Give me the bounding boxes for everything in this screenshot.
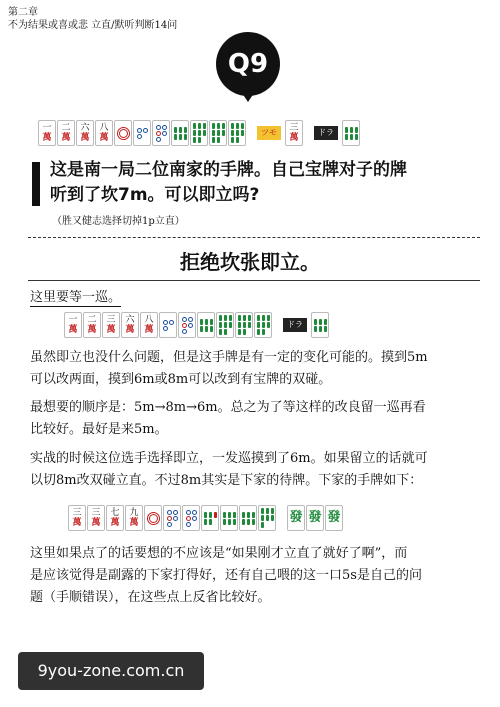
pin-dot-icon	[186, 522, 191, 527]
pin-dot-icon	[169, 320, 174, 325]
sou-bar-icon	[198, 130, 201, 136]
tile-suit: 萬	[42, 133, 52, 143]
tile-suit: 萬	[289, 133, 299, 143]
answer-divider	[28, 280, 480, 281]
sou-bar-icon	[219, 329, 222, 335]
sou-tile-icon	[171, 120, 189, 146]
pin-dot-icon	[173, 516, 178, 521]
pin-dot-icon	[186, 510, 191, 515]
sou-bar-icon	[203, 130, 206, 136]
sou-bars-icon	[219, 315, 232, 335]
hatsu-tile	[287, 505, 305, 531]
sou-bar-icon	[223, 519, 226, 525]
sou-bar-icon	[224, 315, 227, 321]
pin-dots-icon	[163, 320, 174, 331]
sou-bar-icon	[241, 123, 244, 129]
question-note: （胜又健志选择切掉1p立直）	[52, 216, 185, 227]
sou-bar-icon	[222, 123, 225, 129]
sou-bar-icon	[174, 134, 177, 140]
man-tile	[87, 505, 105, 531]
sou-bar-icon	[271, 508, 274, 514]
sou-bar-icon	[243, 322, 246, 328]
paragraph-4	[30, 543, 480, 609]
sou-bar-icon	[252, 512, 255, 518]
sou-bar-icon	[266, 515, 269, 521]
paragraph-2	[30, 397, 480, 441]
pin-tile-icon	[182, 505, 200, 531]
paragraph-1-line-2: 可以改两面，摸到6m或8m可以改到有宝牌的双碰。	[30, 372, 332, 387]
tile-suit: 萬	[61, 133, 71, 143]
sou-bar-icon	[193, 130, 196, 136]
sou-bar-icon	[267, 315, 270, 321]
sou-tile-icon	[220, 505, 238, 531]
sou-bar-icon	[198, 137, 201, 143]
pin-dot-icon	[163, 320, 168, 325]
sou-bars-icon	[231, 123, 244, 143]
sou-bar-icon	[238, 322, 241, 328]
paragraph-2-line-2: 比较好。最好是来5m。	[30, 422, 168, 437]
sou-bars-icon	[174, 127, 187, 140]
sou-bar-icon	[261, 508, 264, 514]
question-badge-tail	[240, 90, 256, 102]
pin-dot-icon	[137, 128, 142, 133]
tile-number: 三	[289, 123, 299, 133]
sou-bar-icon	[236, 123, 239, 129]
pin-dots-icon	[167, 510, 178, 527]
tile-number: 三	[72, 508, 82, 518]
pin-dot-icon	[156, 125, 161, 130]
pin-dot-icon	[188, 323, 193, 328]
question-marker	[32, 162, 40, 206]
tile-number: 八	[144, 315, 154, 325]
tile-suit: 萬	[68, 325, 78, 335]
pin-dot-icon	[192, 510, 197, 515]
paragraph-3	[30, 448, 480, 492]
chapter-number: 第二章	[8, 7, 38, 18]
man-tile	[64, 312, 82, 338]
sou-bar-icon	[204, 512, 207, 518]
answer-title: 拒绝坎张即立。	[180, 250, 320, 274]
pin-tile-icon	[152, 120, 170, 146]
man-tile	[125, 505, 143, 531]
pin-dot-icon	[167, 510, 172, 515]
sou-bars-icon	[204, 512, 217, 525]
sou-bars-icon	[238, 315, 251, 335]
pin-ring-icon	[117, 127, 130, 140]
sou-bar-icon	[324, 319, 327, 325]
tile-suit: 萬	[129, 518, 139, 528]
man-tile	[38, 120, 56, 146]
sou-bar-icon	[228, 519, 231, 525]
sou-bar-icon	[248, 315, 251, 321]
sou-bar-icon	[271, 515, 274, 521]
pin-ring-icon	[147, 512, 160, 525]
sou-bar-icon	[217, 123, 220, 129]
sou-bar-icon	[214, 512, 217, 518]
sou-tile-icon	[254, 312, 272, 338]
pin-dot-icon	[167, 522, 172, 527]
sou-tile-icon	[311, 312, 329, 338]
sou-bar-icon	[319, 319, 322, 325]
sou-bar-icon	[355, 134, 358, 140]
man-tile	[140, 312, 158, 338]
pin-tile-icon	[144, 505, 162, 531]
pin-dot-icon	[186, 516, 191, 521]
hand-tiles-example	[64, 312, 330, 338]
sou-bar-icon	[238, 315, 241, 321]
tile-number: 六	[125, 315, 135, 325]
sou-bars-icon	[261, 508, 274, 528]
sou-bar-icon	[236, 130, 239, 136]
tile-suit: 萬	[80, 133, 90, 143]
tile-number: 三	[91, 508, 101, 518]
man-tile	[285, 120, 303, 146]
man-tile	[95, 120, 113, 146]
tile-suit: 萬	[106, 325, 116, 335]
sou-bar-icon	[247, 519, 250, 525]
dora-label: ドラ	[314, 126, 338, 140]
sou-bars-icon	[200, 319, 213, 332]
sou-bar-icon	[247, 512, 250, 518]
tile-number: 一	[68, 315, 78, 325]
sou-bar-icon	[198, 123, 201, 129]
sou-bar-icon	[324, 326, 327, 332]
pin-dot-icon	[162, 125, 167, 130]
sou-bar-icon	[262, 322, 265, 328]
tile-suit: 萬	[144, 325, 154, 335]
sou-bar-icon	[203, 123, 206, 129]
tile-number: 二	[87, 315, 97, 325]
sou-bar-icon	[217, 137, 220, 143]
tile-number: 八	[99, 123, 109, 133]
hatsu-glyph: 發	[308, 510, 322, 525]
sou-bar-icon	[319, 326, 322, 332]
sou-tile-icon	[201, 505, 219, 531]
sou-bar-icon	[243, 329, 246, 335]
sou-bar-icon	[345, 134, 348, 140]
sou-bar-icon	[212, 130, 215, 136]
sou-bar-icon	[314, 319, 317, 325]
pin-dot-icon	[162, 131, 167, 136]
paragraph-1-line-1: 虽然即立也没什么问题，但是这手牌是有一定的变化可能的。摸到5m	[30, 350, 428, 365]
sou-bar-icon	[243, 315, 246, 321]
pin-dot-icon	[156, 131, 161, 136]
pin-tile-icon	[133, 120, 151, 146]
paragraph-3-line-1: 实战的时候这位选手选择即立，一发巡摸到了6m。如果留立的话就可	[30, 451, 428, 466]
sou-bar-icon	[174, 127, 177, 133]
sou-bar-icon	[233, 519, 236, 525]
pin-dot-icon	[156, 137, 161, 142]
question-badge: Q9	[216, 32, 280, 96]
man-tile	[102, 312, 120, 338]
sou-tile-icon	[239, 505, 257, 531]
question-text	[50, 158, 480, 208]
pin-dot-icon	[173, 510, 178, 515]
sou-bar-icon	[209, 512, 212, 518]
sou-tile-icon	[190, 120, 208, 146]
sou-bar-icon	[184, 134, 187, 140]
paragraph-4-line-2: 是应该觉得是副露的下家打得好，还有自己喂的这一口5s是自己的问	[30, 568, 422, 583]
sou-bar-icon	[222, 130, 225, 136]
sou-bar-icon	[257, 322, 260, 328]
pin-dot-icon	[182, 323, 187, 328]
man-tile	[68, 505, 86, 531]
sou-bar-icon	[242, 512, 245, 518]
sou-bars-icon	[314, 319, 327, 332]
tile-suit: 萬	[110, 518, 120, 528]
pin-dots-icon	[186, 510, 197, 527]
sou-bar-icon	[257, 315, 260, 321]
sou-bar-icon	[219, 322, 222, 328]
pin-tile-icon	[159, 312, 177, 338]
paragraph-4-line-3: 题（手顺错误），在这些点上反省比较好。	[30, 590, 271, 605]
sou-tile-icon	[235, 312, 253, 338]
sou-bar-icon	[205, 319, 208, 325]
tile-number: 一	[42, 123, 52, 133]
sou-bar-icon	[261, 522, 264, 528]
tile-number: 二	[61, 123, 71, 133]
sou-bar-icon	[236, 137, 239, 143]
sou-bar-icon	[267, 322, 270, 328]
sou-tile-icon	[258, 505, 276, 531]
sou-bar-icon	[193, 137, 196, 143]
sou-bar-icon	[241, 130, 244, 136]
sou-bar-icon	[179, 127, 182, 133]
sou-bar-icon	[224, 329, 227, 335]
tile-suit: 萬	[87, 325, 97, 335]
man-tile	[57, 120, 75, 146]
sou-bar-icon	[257, 329, 260, 335]
sou-bar-icon	[231, 130, 234, 136]
sou-tile-icon	[197, 312, 215, 338]
sou-bars-icon	[345, 127, 358, 140]
sou-tile-icon	[342, 120, 360, 146]
hand-tiles-question	[38, 120, 361, 146]
sou-bar-icon	[350, 134, 353, 140]
sou-bars-icon	[223, 512, 236, 525]
man-tile	[121, 312, 139, 338]
question-line-2: 听到了坎7m。可以即立吗?	[50, 185, 260, 205]
chapter-header	[8, 6, 177, 32]
hatsu-glyph: 發	[289, 510, 303, 525]
sou-bar-icon	[345, 127, 348, 133]
sou-bar-icon	[262, 329, 265, 335]
man-tile	[106, 505, 124, 531]
paragraph-1	[30, 347, 480, 391]
tile-number: 六	[80, 123, 90, 133]
hatsu-glyph: 發	[327, 510, 341, 525]
sou-bar-icon	[231, 137, 234, 143]
sou-tile-icon	[209, 120, 227, 146]
tile-number: 三	[106, 315, 116, 325]
question-line-1: 这是南一局二位南家的手牌。自己宝牌对子的牌	[50, 160, 407, 180]
tile-suit: 萬	[91, 518, 101, 528]
sou-bars-icon	[242, 512, 255, 525]
sou-bar-icon	[212, 137, 215, 143]
sou-bar-icon	[233, 512, 236, 518]
pin-dot-icon	[182, 317, 187, 322]
dashed-divider	[28, 237, 480, 238]
tile-number: 七	[110, 508, 120, 518]
sou-bar-icon	[209, 519, 212, 525]
pin-tile-icon	[114, 120, 132, 146]
tile-suit: 萬	[99, 133, 109, 143]
watermark: 9you-zone.com.cn	[18, 652, 204, 690]
sou-bar-icon	[350, 127, 353, 133]
pin-dot-icon	[163, 326, 168, 331]
sou-tile-icon	[216, 312, 234, 338]
paragraph-4-line-1: 这里如果点了的话要想的不应该是“如果刚才立直了就好了啊”，而	[30, 546, 408, 561]
sou-bar-icon	[229, 322, 232, 328]
sou-bar-icon	[252, 519, 255, 525]
sou-bar-icon	[231, 123, 234, 129]
tsumo-label: ツモ	[257, 126, 281, 140]
section-title: 这里要等一巡。	[30, 286, 121, 307]
pin-dot-icon	[167, 516, 172, 521]
pin-dot-icon	[137, 134, 142, 139]
sou-bar-icon	[228, 512, 231, 518]
sou-bar-icon	[229, 315, 232, 321]
hatsu-tile	[306, 505, 324, 531]
sou-bar-icon	[248, 322, 251, 328]
sou-bar-icon	[219, 315, 222, 321]
sou-bar-icon	[210, 319, 213, 325]
dora-label: ドラ	[283, 318, 307, 332]
pin-dots-icon	[182, 317, 193, 334]
sou-bar-icon	[224, 322, 227, 328]
sou-bar-icon	[205, 326, 208, 332]
pin-tile-icon	[178, 312, 196, 338]
sou-bar-icon	[193, 123, 196, 129]
sou-bar-icon	[179, 134, 182, 140]
paragraph-2-line-1: 最想要的顺序是：5m→8m→6m。总之为了等这样的改良留一巡再看	[30, 400, 426, 415]
sou-bar-icon	[184, 127, 187, 133]
pin-dots-icon	[137, 128, 148, 139]
sou-bar-icon	[355, 127, 358, 133]
sou-bars-icon	[257, 315, 270, 335]
sou-bar-icon	[242, 519, 245, 525]
sou-bar-icon	[314, 326, 317, 332]
pin-dot-icon	[188, 317, 193, 322]
sou-bar-icon	[200, 319, 203, 325]
sou-bar-icon	[210, 326, 213, 332]
pin-tile-icon	[163, 505, 181, 531]
sou-bar-icon	[223, 512, 226, 518]
sou-bar-icon	[217, 130, 220, 136]
hand-tiles-opponent	[68, 505, 344, 531]
sou-bar-icon	[238, 329, 241, 335]
hatsu-tile	[325, 505, 343, 531]
tile-suit: 萬	[125, 325, 135, 335]
paragraph-3-line-2: 以切8m改双碰立直。不过8m其实是下家的待牌。下家的手牌如下：	[30, 473, 423, 488]
tile-number: 九	[129, 508, 139, 518]
sou-bars-icon	[212, 123, 225, 143]
man-tile	[83, 312, 101, 338]
man-tile	[76, 120, 94, 146]
pin-dot-icon	[192, 516, 197, 521]
sou-tile-icon	[228, 120, 246, 146]
sou-bar-icon	[200, 326, 203, 332]
pin-dot-icon	[143, 128, 148, 133]
sou-bar-icon	[212, 123, 215, 129]
sou-bar-icon	[266, 508, 269, 514]
pin-dot-icon	[182, 329, 187, 334]
tile-suit: 萬	[72, 518, 82, 528]
chapter-subtitle: 不为结果或喜或悲 立直/默听判断14问	[8, 20, 178, 31]
sou-bar-icon	[262, 315, 265, 321]
sou-bar-icon	[261, 515, 264, 521]
sou-bar-icon	[204, 519, 207, 525]
sou-bars-icon	[193, 123, 206, 143]
pin-dots-icon	[156, 125, 167, 142]
